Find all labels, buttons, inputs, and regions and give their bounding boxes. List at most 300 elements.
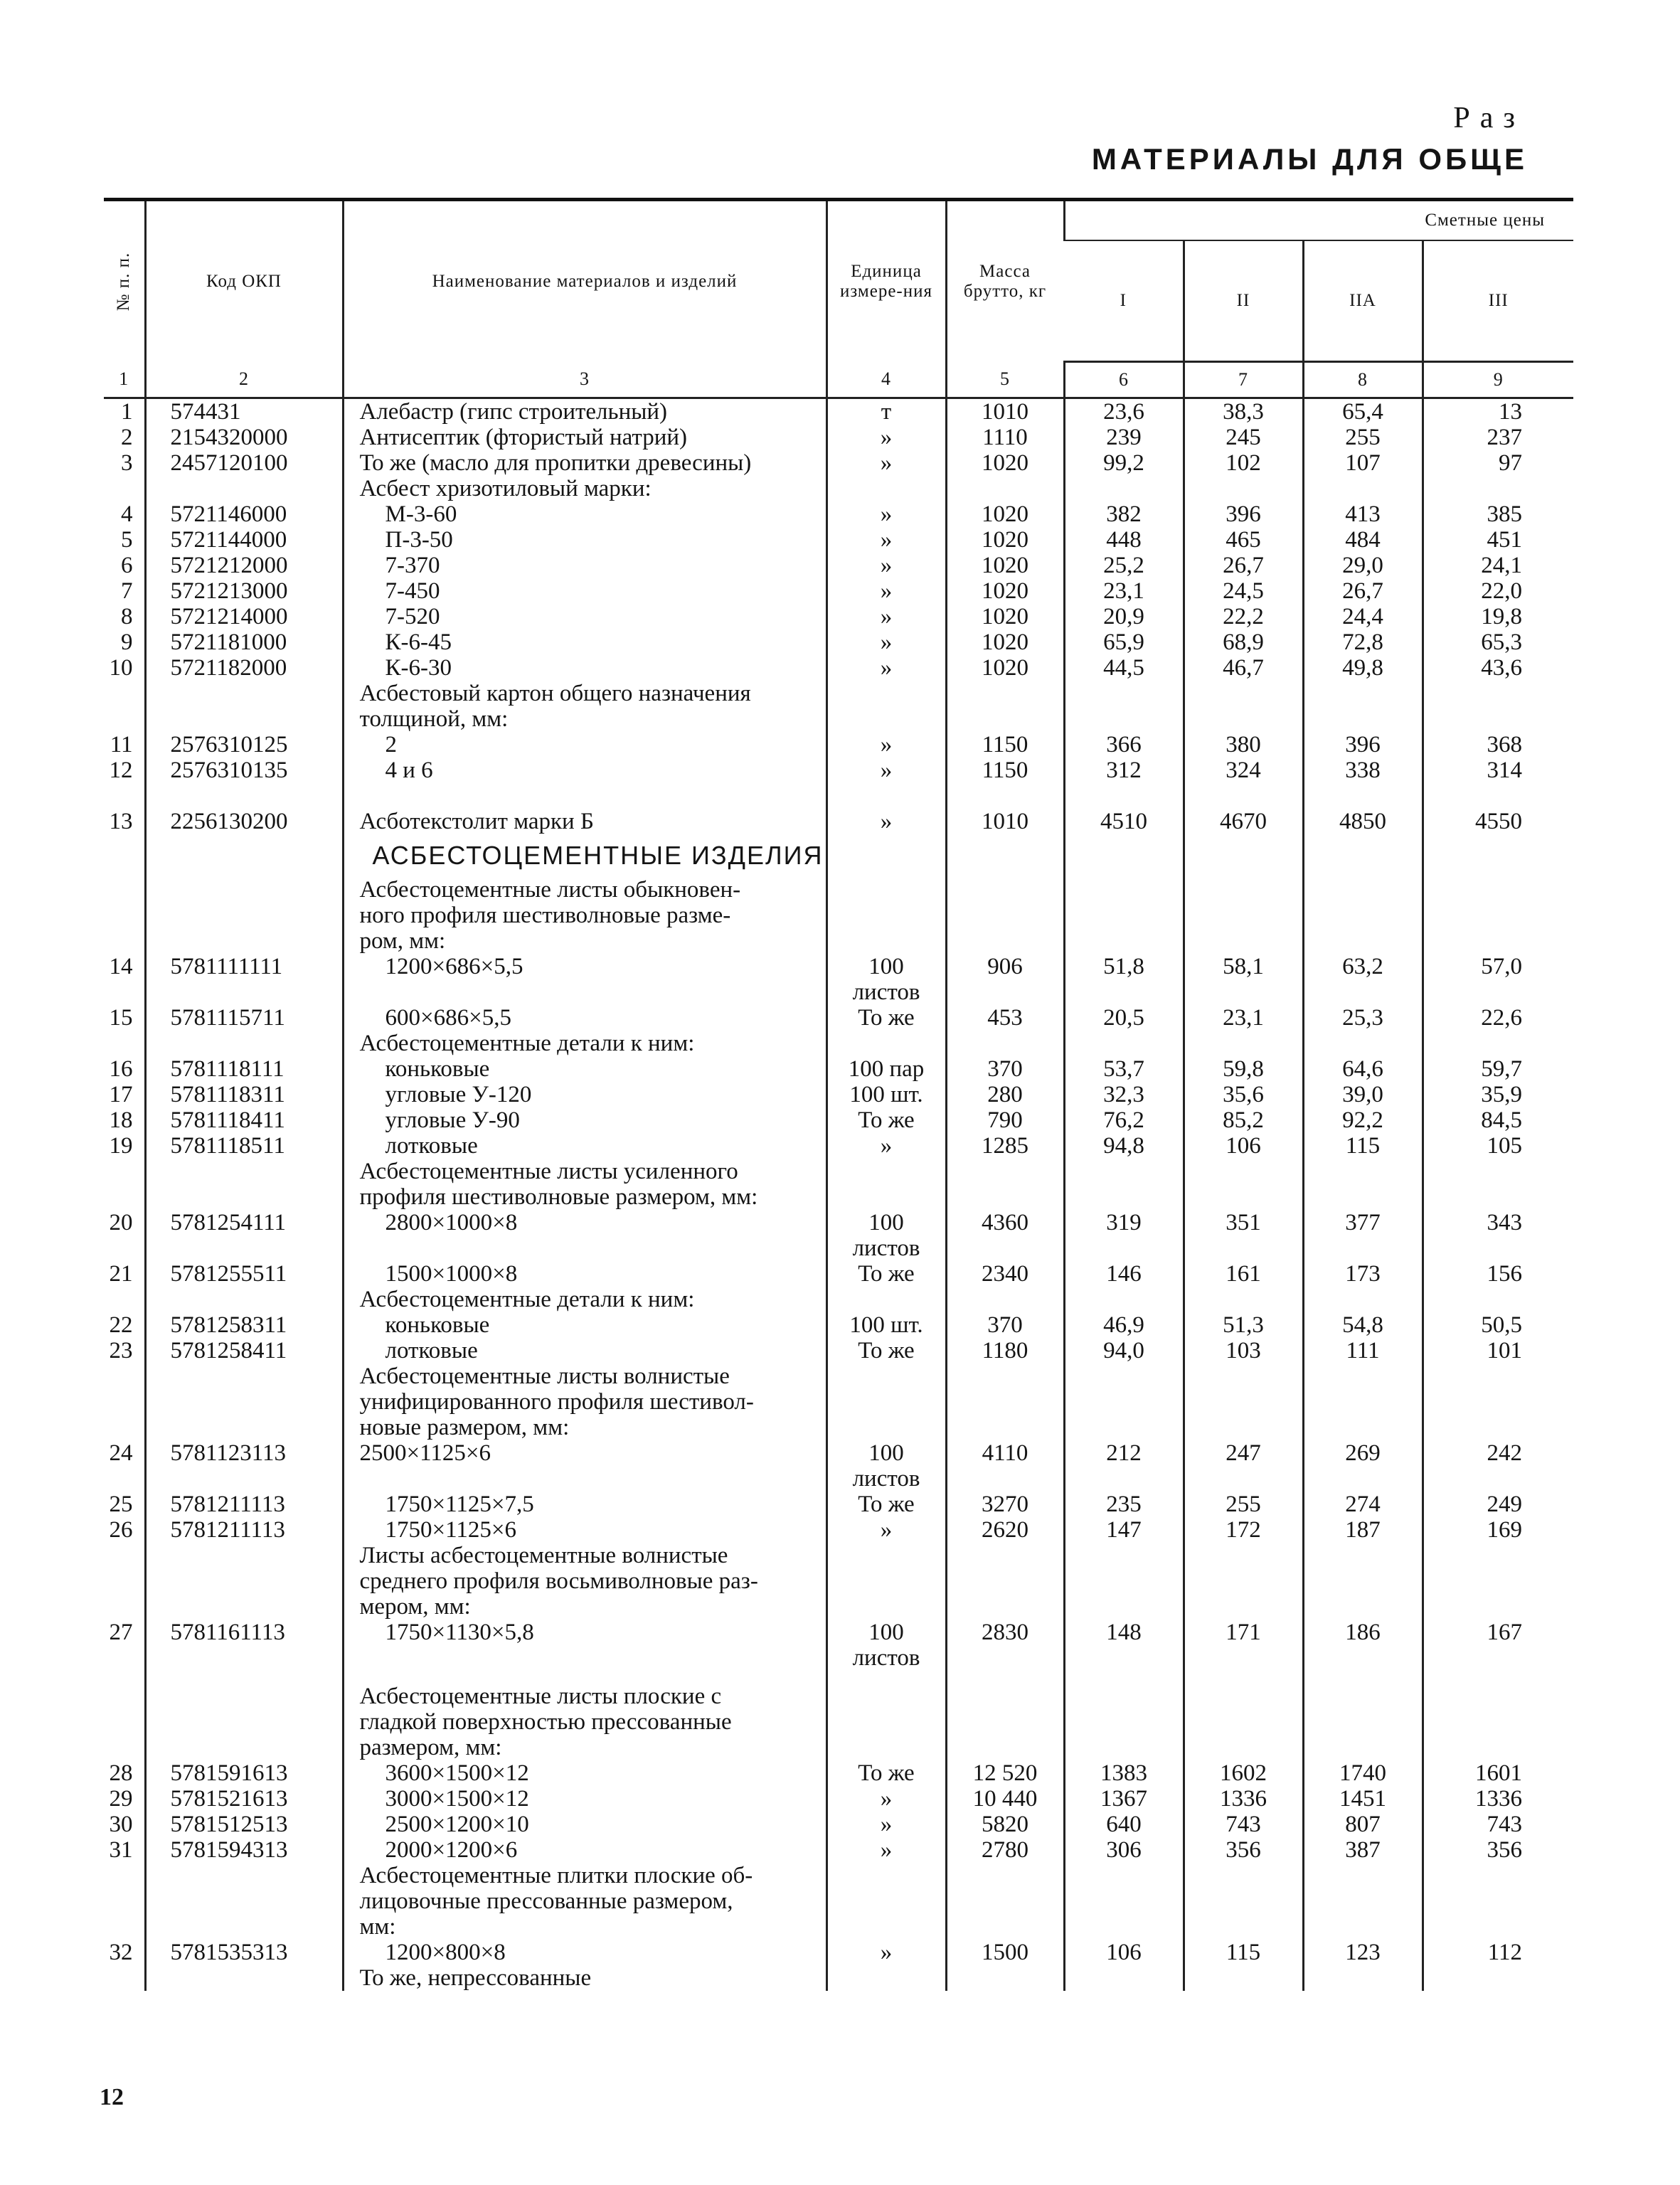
empty-cell [1423,1671,1573,1684]
unit-cell: » [826,1517,946,1543]
okp-code: 574431 [145,398,343,425]
group-heading-row [104,1914,1573,1940]
material-name: 1500×1000×8 [343,1261,826,1287]
empty-cell [145,1645,343,1671]
table-row [104,1107,1573,1133]
material-name: 3600×1500×12 [343,1760,826,1786]
empty-cell [104,1645,145,1671]
mass-cell: 1285 [946,1133,1064,1159]
empty-cell [826,1709,946,1735]
price-1-cell: 106 [1064,1940,1184,1965]
okp-code: 5721144000 [145,527,343,553]
group-heading: Асбестоцементные листы плоские с [343,1684,826,1709]
price-2a-cell: 387 [1303,1837,1423,1863]
empty-cell [104,1914,145,1940]
row-number: 31 [109,1837,133,1863]
row-number: 5 [121,527,133,553]
empty-cell [946,834,1064,877]
section-label: Раз [1453,102,1525,134]
material-name: 1200×800×8 [343,1940,826,1965]
empty-cell [145,928,343,954]
empty-cell [1064,1287,1184,1312]
table-body [104,398,1573,1992]
empty-cell [826,1965,946,1991]
empty-cell [104,1389,145,1415]
group-heading-row [104,681,1573,706]
table-row [104,655,1573,681]
price-3-cell: 237 [1423,425,1573,450]
price-1-cell: 4510 [1064,809,1184,834]
empty-cell [946,1568,1064,1594]
empty-cell [145,681,343,706]
empty-cell [1064,1389,1184,1415]
unit-cell-continued: листов [826,1235,946,1261]
empty-cell [145,1184,343,1210]
column-index: 5 [946,362,1064,398]
price-3-cell: 13 [1423,398,1573,425]
empty-cell [826,1363,946,1389]
row-number: 28 [109,1760,133,1786]
price-2a-cell: 173 [1303,1261,1423,1287]
empty-cell [826,1159,946,1184]
empty-cell [343,1645,826,1671]
mass-cell: 4360 [946,1210,1064,1235]
empty-cell [946,1159,1064,1184]
price-table [104,198,1573,1991]
empty-cell [104,1543,145,1568]
group-heading: ром, мм: [343,928,826,954]
empty-cell [104,834,145,877]
price-1-cell: 20,9 [1064,604,1184,629]
unit-cell: » [826,732,946,757]
material-name: Антисептик (фтористый натрий) [343,425,826,450]
price-2-cell: 26,7 [1184,553,1303,578]
price-2a-cell: 29,0 [1303,553,1423,578]
empty-cell [946,1863,1064,1888]
material-name: лотковые [343,1338,826,1363]
price-1-cell: 23,1 [1064,578,1184,604]
price-2-cell: 58,1 [1184,954,1303,979]
empty-cell [1303,834,1423,877]
empty-cell [946,877,1064,903]
empty-cell [1423,1709,1573,1735]
price-3-cell: 169 [1423,1517,1573,1543]
okp-code: 5781118511 [145,1133,343,1159]
empty-cell [1184,979,1303,1005]
table-row [104,1210,1573,1235]
empty-cell [946,1965,1064,1991]
price-3-cell: 57,0 [1423,954,1573,979]
row-number: 7 [121,578,133,604]
group-heading-row [104,1287,1573,1312]
empty-cell [1184,903,1303,928]
unit-continuation-row [104,1645,1573,1671]
empty-cell [1303,928,1423,954]
empty-cell [104,1184,145,1210]
empty-cell [1184,1568,1303,1594]
empty-cell [826,1594,946,1620]
unit-cell: » [826,757,946,783]
header-code: Код ОКП [145,200,343,362]
empty-cell [946,1415,1064,1440]
mass-cell: 1020 [946,604,1064,629]
price-2-cell: 103 [1184,1338,1303,1363]
price-3-cell: 22,0 [1423,578,1573,604]
empty-cell [1303,1184,1423,1210]
price-3-cell: 167 [1423,1620,1573,1645]
price-2-cell: 85,2 [1184,1107,1303,1133]
empty-cell [1064,1888,1184,1914]
empty-cell [1184,1965,1303,1991]
price-2-cell: 102 [1184,450,1303,476]
empty-cell [1184,1914,1303,1940]
price-2a-cell: 63,2 [1303,954,1423,979]
price-2-cell: 172 [1184,1517,1303,1543]
empty-cell [1064,1863,1184,1888]
group-heading: Асбестоцементные листы волнистые [343,1363,826,1389]
group-heading: Асбестоцементные листы усиленного [343,1159,826,1184]
price-2-cell: 22,2 [1184,604,1303,629]
empty-cell [104,681,145,706]
unit-continuation-row [104,1235,1573,1261]
price-1-cell: 32,3 [1064,1082,1184,1107]
section-row [104,834,1573,877]
empty-cell [946,1645,1064,1671]
price-3-cell: 97 [1423,450,1573,476]
group-heading-row [104,476,1573,501]
row-number: 23 [109,1338,133,1363]
empty-cell [104,1684,145,1709]
empty-cell [826,877,946,903]
okp-code: 5781118311 [145,1082,343,1107]
row-number: 20 [109,1210,133,1235]
empty-cell [1184,1159,1303,1184]
empty-cell [1423,1965,1573,1991]
empty-cell [1303,1031,1423,1056]
unit-cell: То же [826,1005,946,1031]
price-2a-cell: 64,6 [1303,1056,1423,1082]
column-index: 1 [104,362,145,398]
price-1-cell: 94,0 [1064,1338,1184,1363]
empty-cell [145,1389,343,1415]
row-number: 15 [109,1005,133,1031]
empty-cell [104,1235,145,1261]
empty-cell [1064,928,1184,954]
okp-code: 5781115711 [145,1005,343,1031]
price-3-cell: 343 [1423,1210,1573,1235]
empty-cell [826,834,946,877]
empty-cell [104,1863,145,1888]
empty-cell [1303,979,1423,1005]
price-3-cell: 1601 [1423,1760,1573,1786]
unit-cell: т [826,398,946,425]
material-name: К-6-45 [343,629,826,655]
group-heading-row [104,706,1573,732]
row-number: 29 [109,1786,133,1812]
price-1-cell: 46,9 [1064,1312,1184,1338]
okp-code: 5721181000 [145,629,343,655]
material-name: П-3-50 [343,527,826,553]
header-price-3: III [1423,240,1573,362]
empty-cell [1303,1671,1423,1684]
empty-cell [104,1466,145,1492]
header-price-1: I [1064,240,1184,362]
empty-cell [1184,928,1303,954]
mass-cell: 4110 [946,1440,1064,1466]
mass-cell: 370 [946,1056,1064,1082]
price-3-cell: 65,3 [1423,629,1573,655]
empty-cell [1423,706,1573,732]
unit-cell: » [826,1837,946,1863]
empty-cell [145,1363,343,1389]
row-number: 1 [121,399,133,425]
empty-cell [145,1159,343,1184]
empty-cell [145,476,343,501]
price-2-cell: 106 [1184,1133,1303,1159]
unit-cell-continued: листов [826,979,946,1005]
price-2-cell: 24,5 [1184,578,1303,604]
price-2a-cell: 255 [1303,425,1423,450]
mass-cell: 1010 [946,809,1064,834]
mass-cell: 1020 [946,629,1064,655]
header-prices: Сметные цены [1064,200,1573,241]
column-index: 4 [826,362,946,398]
empty-cell [145,1031,343,1056]
empty-cell [145,979,343,1005]
table-row [104,629,1573,655]
empty-cell [104,1671,145,1684]
price-2a-cell: 377 [1303,1210,1423,1235]
empty-cell [1064,1466,1184,1492]
unit-cell: То же [826,1261,946,1287]
empty-cell [946,903,1064,928]
price-2-cell: 4670 [1184,809,1303,834]
empty-cell [1184,1235,1303,1261]
empty-cell [946,1031,1064,1056]
empty-cell [1303,1235,1423,1261]
empty-cell [1423,834,1573,877]
price-1-cell: 382 [1064,501,1184,527]
okp-code: 5781521613 [145,1786,343,1812]
material-name: 1750×1125×7,5 [343,1492,826,1517]
unit-cell: » [826,527,946,553]
group-heading: толщиной, мм: [343,706,826,732]
header-mass: Масса брутто, кг [946,200,1064,362]
price-3-cell: 249 [1423,1492,1573,1517]
price-2a-cell: 274 [1303,1492,1423,1517]
group-heading: Асбестоцементные детали к ним: [343,1287,826,1312]
empty-cell [1303,1684,1423,1709]
price-1-cell: 366 [1064,732,1184,757]
section-heading: АСБЕСТОЦЕМЕНТНЫЕ ИЗДЕЛИЯ [343,834,826,877]
price-3-cell: 22,6 [1423,1005,1573,1031]
empty-cell [1423,1389,1573,1415]
header-num: № п. п. [104,200,145,362]
okp-code: 5781594313 [145,1837,343,1863]
group-heading: мером, мм: [343,1594,826,1620]
price-3-cell: 314 [1423,757,1573,783]
empty-cell [145,1965,343,1991]
table-row [104,1760,1573,1786]
mass-cell: 10 440 [946,1786,1064,1812]
unit-cell: » [826,655,946,681]
okp-code: 5781254111 [145,1210,343,1235]
empty-cell [1423,1363,1573,1389]
empty-cell [104,783,145,809]
price-3-cell: 50,5 [1423,1312,1573,1338]
okp-code: 5781161113 [145,1620,343,1645]
okp-code: 2576310135 [145,757,343,783]
table-row [104,1082,1573,1107]
empty-cell [1303,903,1423,928]
empty-cell [946,1594,1064,1620]
empty-cell [1184,1287,1303,1312]
row-number: 22 [109,1312,133,1338]
empty-cell [104,1709,145,1735]
group-heading: мм: [343,1914,826,1940]
price-1-cell: 146 [1064,1261,1184,1287]
table-row [104,1940,1573,1965]
price-3-cell: 743 [1423,1812,1573,1837]
column-index: 9 [1423,362,1573,398]
price-3-cell: 35,9 [1423,1082,1573,1107]
table-row [104,425,1573,450]
group-heading: Асбестоцементные детали к ним: [343,1031,826,1056]
price-2a-cell: 484 [1303,527,1423,553]
unit-cell: То же [826,1107,946,1133]
price-2-cell: 743 [1184,1812,1303,1837]
table-row [104,1312,1573,1338]
empty-cell [826,903,946,928]
empty-cell [1064,1594,1184,1620]
price-3-cell: 105 [1423,1133,1573,1159]
price-3-cell: 59,7 [1423,1056,1573,1082]
price-3-cell: 19,8 [1423,604,1573,629]
empty-cell [1303,1888,1423,1914]
empty-cell [1184,877,1303,903]
empty-cell [1303,1914,1423,1940]
empty-cell [1184,1594,1303,1620]
empty-cell [1423,1863,1573,1888]
table-row [104,1056,1573,1082]
empty-cell [826,1568,946,1594]
price-2-cell: 380 [1184,732,1303,757]
price-2a-cell: 49,8 [1303,655,1423,681]
empty-cell [946,979,1064,1005]
okp-code: 5781258311 [145,1312,343,1338]
empty-cell [826,783,946,809]
price-3-cell: 368 [1423,732,1573,757]
group-heading-row [104,1709,1573,1735]
price-2-cell: 465 [1184,527,1303,553]
mass-cell: 1020 [946,578,1064,604]
empty-cell [826,1914,946,1940]
empty-cell [1303,1709,1423,1735]
empty-cell [946,1389,1064,1415]
price-1-cell: 239 [1064,425,1184,450]
empty-cell [946,681,1064,706]
group-heading-row [104,1863,1573,1888]
table-row [104,1005,1573,1031]
unit-cell: » [826,425,946,450]
empty-cell [145,903,343,928]
empty-cell [1423,1888,1573,1914]
mass-cell: 370 [946,1312,1064,1338]
empty-cell [145,1684,343,1709]
empty-cell [1423,1159,1573,1184]
material-name: 2000×1200×6 [343,1837,826,1863]
price-1-cell: 44,5 [1064,655,1184,681]
row-number: 26 [109,1517,133,1543]
row-number: 13 [109,809,133,834]
header-name: Наименование материалов и изделий [343,200,826,362]
empty-cell [1064,834,1184,877]
group-heading-row [104,928,1573,954]
unit-cell: 100 [826,1620,946,1645]
okp-code: 5721146000 [145,501,343,527]
empty-cell [1184,1184,1303,1210]
group-heading: Асбест хризотиловый марки: [343,476,826,501]
material-name: Алебастр (гипс строительный) [343,398,826,425]
empty-cell [826,1684,946,1709]
empty-cell [1303,1287,1423,1312]
empty-cell [104,476,145,501]
price-2a-cell: 1740 [1303,1760,1423,1786]
empty-cell [1303,1466,1423,1492]
column-index: 7 [1184,362,1303,398]
material-name: 2 [343,732,826,757]
price-2-cell: 1336 [1184,1786,1303,1812]
table-row [104,450,1573,476]
unit-cell: » [826,1133,946,1159]
material-name: 7-450 [343,578,826,604]
group-heading: ного профиля шестиволновые разме- [343,903,826,928]
price-2a-cell: 396 [1303,732,1423,757]
empty-cell [1064,1914,1184,1940]
row-number: 16 [109,1056,133,1082]
material-name: 4 и 6 [343,757,826,783]
mass-cell: 2780 [946,1837,1064,1863]
mass-cell: 1110 [946,425,1064,450]
table-row [104,1261,1573,1287]
empty-cell [1303,1645,1423,1671]
empty-cell [946,1671,1064,1684]
price-2-cell: 171 [1184,1620,1303,1645]
empty-cell [1064,783,1184,809]
empty-cell [1423,928,1573,954]
price-3-cell: 242 [1423,1440,1573,1466]
empty-cell [104,1965,145,1991]
empty-cell [946,1543,1064,1568]
empty-cell [1303,1735,1423,1760]
mass-cell: 453 [946,1005,1064,1031]
mass-cell: 3270 [946,1492,1064,1517]
okp-code: 5781211113 [145,1492,343,1517]
price-2a-cell: 92,2 [1303,1107,1423,1133]
empty-cell [826,1863,946,1888]
group-heading: новые размером, мм: [343,1415,826,1440]
table-row [104,553,1573,578]
empty-cell [1423,1415,1573,1440]
empty-cell [1184,1671,1303,1684]
empty-cell [826,928,946,954]
empty-cell [104,1594,145,1620]
price-1-cell: 99,2 [1064,450,1184,476]
price-1-cell: 1367 [1064,1786,1184,1812]
empty-cell [145,1235,343,1261]
price-1-cell: 312 [1064,757,1184,783]
price-2-cell: 115 [1184,1940,1303,1965]
